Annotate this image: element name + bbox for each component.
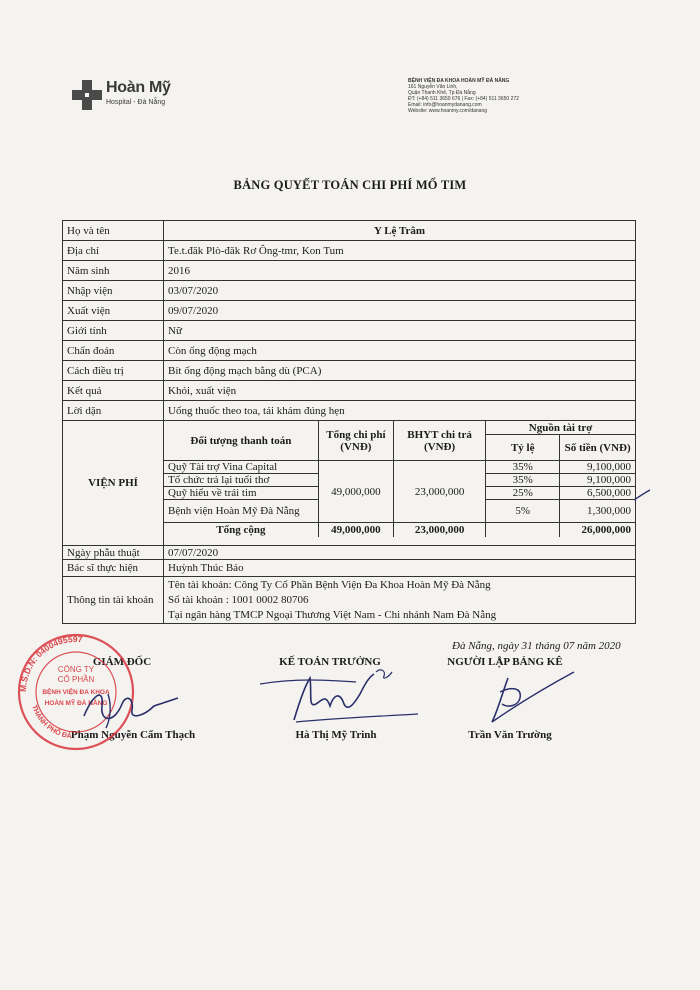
hospital-website: Website: www.hoanmy.com/danang [408, 108, 488, 114]
table-row [63, 546, 636, 560]
funding-ratio: 25% [486, 487, 560, 500]
fees-total-row [164, 523, 635, 538]
document-title: BẢNG QUYẾT TOÁN CHI PHÍ MỔ TIM [233, 178, 467, 192]
payer-name: Quỹ Tài trợ Vina Capital [164, 461, 318, 474]
check-mark [632, 488, 652, 502]
total-cost-sum: 49,000,000 [318, 523, 393, 538]
funding-amount: 9,100,000 [560, 474, 635, 487]
bank-name: Tại ngân hàng TMCP Ngoại Thương Việt Nam - Chi nhánh Nam Đà Nẵng [168, 608, 497, 621]
account-label: Thông tin tài khoản [63, 577, 164, 624]
director-signature [74, 676, 184, 734]
surgery-date-label: Ngày phẫu thuật [63, 546, 164, 560]
fees-row [63, 421, 636, 546]
preparer-title: NGƯỜI LẬP BẢNG KÊ [447, 656, 563, 668]
table-row [63, 361, 636, 381]
fees-header-row [164, 421, 635, 435]
hospital-email: Email: info@hoanmydanang.com [408, 102, 482, 108]
logo-subtitle: Hospital - Đà Nẵng [106, 99, 166, 106]
table-row [63, 221, 636, 241]
birth-label: Năm sinh [63, 261, 164, 281]
settlement-table [62, 220, 636, 624]
admit-date: 03/07/2020 [164, 281, 636, 301]
account-number: Số tài khoản : 1001 0002 80706 [168, 593, 309, 606]
funding-column-header: Nguồn tài trợ [486, 421, 635, 435]
stamp-city: THÀNH PHỐ ĐÀ [30, 704, 73, 741]
table-row [63, 577, 636, 624]
patient-address: Te.t.đăk Plò-đăk Rơ Ông-tmr, Kon Tum [164, 241, 636, 261]
discharge-date: 09/07/2020 [164, 301, 636, 321]
stamp-line3: BỆNH VIỆN ĐA KHOA [42, 689, 110, 696]
total-label: Tổng cộng [164, 523, 318, 538]
stamp-line1: CÔNG TY [57, 665, 95, 674]
advice: Uống thuốc theo toa, tái khám đúng hẹn [164, 401, 636, 421]
patient-birth-year: 2016 [164, 261, 636, 281]
treatment-label: Cách điều trị [63, 361, 164, 381]
table-row [63, 321, 636, 341]
table-row [63, 241, 636, 261]
preparer-name: Trần Văn Trường [468, 729, 552, 741]
doctor-label: Bác sĩ thực hiện [63, 560, 164, 577]
hospital-name: BỆNH VIỆN ĐA KHOA HOÀN MỸ ĐÀ NẴNG [408, 78, 510, 84]
advice-label: Lời dặn [63, 401, 164, 421]
logo-name: Hoàn Mỹ [106, 79, 171, 96]
hospital-address-line1: 161 Nguyễn Văn Linh, [408, 84, 458, 90]
diagnosis: Còn ống động mạch [164, 341, 636, 361]
table-row [63, 301, 636, 321]
signoff-date: Đà Nẵng, ngày 31 tháng 07 năm 2020 [452, 640, 621, 652]
funding-ratio: 5% [486, 500, 560, 523]
hospital-logo [72, 80, 171, 110]
funding-amount: 1,300,000 [560, 500, 635, 523]
accountant-title: KẾ TOÁN TRƯỞNG [279, 656, 381, 668]
accountant-signature [256, 664, 426, 730]
doctor-name: Huỳnh Thúc Bảo [164, 560, 636, 577]
payer-name: Tổ chức trả lại tuổi thơ [164, 474, 318, 487]
name-label: Họ và tên [63, 221, 164, 241]
medical-cross-icon [72, 80, 102, 110]
hospital-contact-block [408, 78, 519, 114]
table-row [63, 281, 636, 301]
address-label: Địa chỉ [63, 241, 164, 261]
account-info [164, 577, 636, 624]
patient-gender: Nữ [164, 321, 636, 341]
stamp-line2: CỔ PHẦN [57, 675, 95, 684]
preparer-signature [478, 664, 578, 730]
funding-amount-sum: 26,000,000 [560, 523, 635, 538]
director-name: Phạm Nguyễn Cẩm Thạch [70, 729, 196, 741]
treatment: Bít ống động mạch bằng dù (PCA) [164, 361, 636, 381]
payer-name: Quỹ hiểu về trái tim [164, 487, 318, 500]
bhyt-column-header: BHYT chi trả (VNĐ) [393, 421, 485, 461]
hospital-address-line2: Quận Thanh Khê, Tp Đà Nẵng [408, 90, 476, 96]
fees-cell [164, 421, 636, 546]
discharge-label: Xuất viện [63, 301, 164, 321]
stamp-code: M.S.D.N: 0400495597 [17, 633, 83, 693]
surgery-date: 07/07/2020 [164, 546, 636, 560]
table-row [63, 341, 636, 361]
total-cost-value: 49,000,000 [318, 461, 393, 523]
table-row [63, 261, 636, 281]
svg-text:THÀNH PHỐ ĐÀ [30, 704, 72, 740]
accountant-name: Hà Thị Mỹ Trinh [295, 729, 377, 741]
table-row [63, 401, 636, 421]
result: Khỏi, xuất viện [164, 381, 636, 401]
table-row [63, 381, 636, 401]
patient-name: Y Lệ Trâm [164, 221, 636, 241]
ratio-column-header: Tỷ lệ [486, 435, 560, 461]
funding-ratio: 35% [486, 461, 560, 474]
diagnosis-label: Chẩn đoán [63, 341, 164, 361]
payer-name: Bệnh viện Hoàn Mỹ Đà Nẵng [164, 500, 318, 523]
payer-column-header: Đối tượng thanh toán [164, 421, 318, 461]
total-cost-column-header: Tổng chi phí (VNĐ) [318, 421, 393, 461]
funding-amount: 9,100,000 [560, 461, 635, 474]
fees-section-label: VIỆN PHÍ [63, 421, 164, 546]
funding-amount: 6,500,000 [560, 487, 635, 500]
gender-label: Giới tính [63, 321, 164, 341]
account-name: Tên tài khoản: Công Ty Cổ Phần Bệnh Viện Đa Khoa Hoàn Mỹ Đà Nẵng [168, 578, 491, 591]
amount-column-header: Số tiền (VNĐ) [560, 435, 635, 461]
director-title: GIÁM ĐỐC [92, 656, 152, 668]
admit-label: Nhập viện [63, 281, 164, 301]
stamp-line4: HOÀN MỸ ĐÀ NẴNG [44, 700, 108, 707]
fees-data-row [164, 461, 635, 474]
fees-table [164, 421, 635, 537]
bhyt-sum: 23,000,000 [393, 523, 485, 538]
bhyt-value: 23,000,000 [393, 461, 485, 523]
result-label: Kết quả [63, 381, 164, 401]
hospital-phone: ĐT: (+84) 511 3650 676 | Fax: (+84) 511 3650 272 [408, 96, 519, 102]
funding-ratio: 35% [486, 474, 560, 487]
table-row [63, 560, 636, 577]
ratio-sum-empty [486, 523, 560, 538]
